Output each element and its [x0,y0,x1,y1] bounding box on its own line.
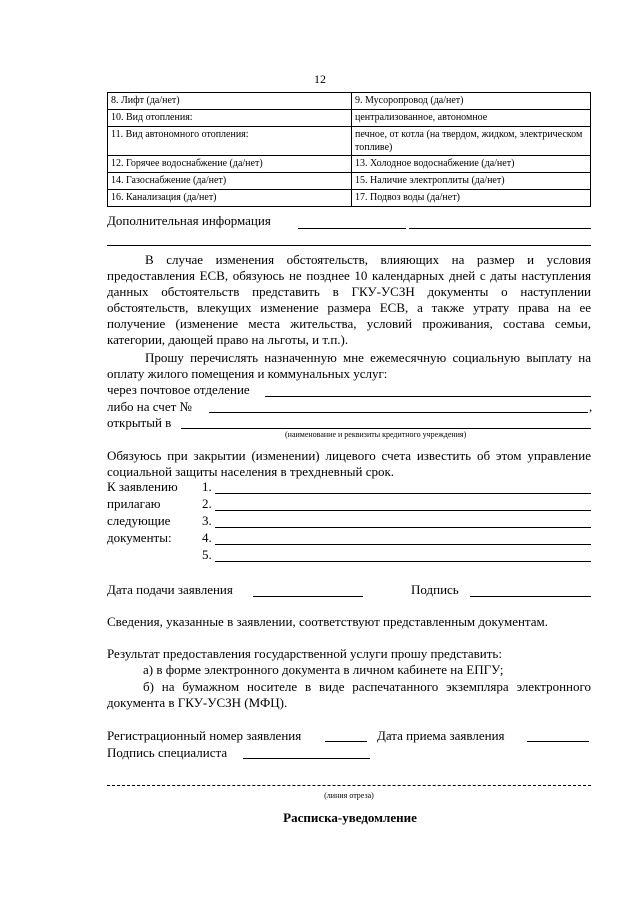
signature-label: Подпись [411,582,459,597]
post-office-input-line[interactable] [265,396,591,397]
receipt-title: Расписка-уведомление [283,810,417,825]
date-submit-line[interactable] [253,596,363,597]
table-cell: 15. Наличие электроплиты (да/нет) [352,173,591,190]
account-comma: , [589,399,593,414]
specialist-sign-line[interactable] [243,758,370,759]
table-cell: печное, от котла (на твердом, жидком, электрическом топливе) [352,127,591,156]
bank-caption: (наименование и реквизиты кредитного учреждения) [285,430,467,439]
additional-info-line[interactable] [409,228,591,229]
table-cell: 10. Вид отопления: [108,110,352,127]
date-submit-label: Дата подачи заявления [107,582,233,597]
obligation-paragraph: В случае изменения обстоятельств, влияющих на размер и условия предоставления ЕСВ, обязуюсь не позднее 10 календарных дней с даты наступления данных обстоятельств представить в ГКУ-УСЗН документы о наступлении обстоятельств, влекущих изменение размера ЕСВ, а также утрату права на ее получение (изменение места жительства, условий проживания, состава семьи, категории, дающей право на льготы, и т.п.). [107,252,591,347]
reg-number-label: Регистрационный номер заявления [107,728,302,743]
table-row [108,190,591,207]
attach-label: прилагаю [107,496,161,511]
page-number: 12 [314,72,326,86]
date-received-line[interactable] [527,741,589,742]
attachment-line[interactable] [215,510,591,511]
confirmation-paragraph: Сведения, указанные в заявлении, соответствуют представленным документам. [107,614,549,629]
date-received-label: Дата приема заявления [377,728,505,743]
signature-line[interactable] [470,596,591,597]
attachment-number: 3. [202,513,212,528]
table-cell: 17. Подвоз воды (да/нет) [352,190,591,207]
table-row [108,127,591,156]
attachment-number: 1. [202,479,212,494]
post-office-label: через почтовое отделение [107,382,250,397]
table-row [108,173,591,190]
account-label: либо на счет № [107,399,192,414]
table-row [108,93,591,110]
attach-label: документы: [107,530,172,545]
attach-label: К заявлению [107,479,178,494]
table-cell: 8. Лифт (да/нет) [108,93,352,110]
bank-input-line[interactable] [181,428,591,429]
result-intro: Результат предоставления государственной услуги прошу представить: [107,646,502,661]
housing-info-table [107,92,591,207]
additional-info-line[interactable] [107,245,591,246]
attachment-number: 5. [202,547,212,562]
account-change-paragraph: Обязуюсь при закрытии (изменении) лицевого счета известить об этом управление социальной защиты населения в трехдневный срок. [107,448,591,479]
attach-label: следующие [107,513,171,528]
table-row [108,110,591,127]
table-cell: 16. Канализация (да/нет) [108,190,352,207]
attachment-line[interactable] [215,544,591,545]
option-a: а) в форме электронного документа в личном кабинете на ЕПГУ; [143,662,504,677]
table-cell: централизованное, автономное [352,110,591,127]
payment-request-paragraph: Прошу перечислять назначенную мне ежемесячную социальную выплату на оплату жилого помещения и коммунальных услуг: [107,350,591,381]
specialist-sign-label: Подпись специалиста [107,745,228,760]
table-cell: 9. Мусоропровод (да/нет) [352,93,591,110]
table-cell: 11. Вид автономного отопления: [108,127,352,156]
option-b: б) на бумажном носителе в виде распечатанного экземпляра электронного документа в ГКУ-УСЗН (МФЦ). [107,679,591,710]
table-cell: 14. Газоснабжение (да/нет) [108,173,352,190]
table-row [108,156,591,173]
attachment-line[interactable] [215,561,591,562]
cut-line-caption: (линия отреза) [324,791,374,800]
account-input-line[interactable] [209,412,588,413]
attachment-number: 2. [202,496,212,511]
additional-info-label: Дополнительная информация [107,213,271,228]
additional-info-line[interactable] [298,228,406,229]
reg-number-line[interactable] [325,741,367,742]
opened-label: открытый в [107,415,172,430]
attachment-line[interactable] [215,527,591,528]
table-cell: 12. Горячее водоснабжение (да/нет) [108,156,352,173]
attachment-number: 4. [202,530,212,545]
cut-line [107,785,591,786]
attachment-line[interactable] [215,493,591,494]
table-cell: 13. Холодное водоснабжение (да/нет) [352,156,591,173]
